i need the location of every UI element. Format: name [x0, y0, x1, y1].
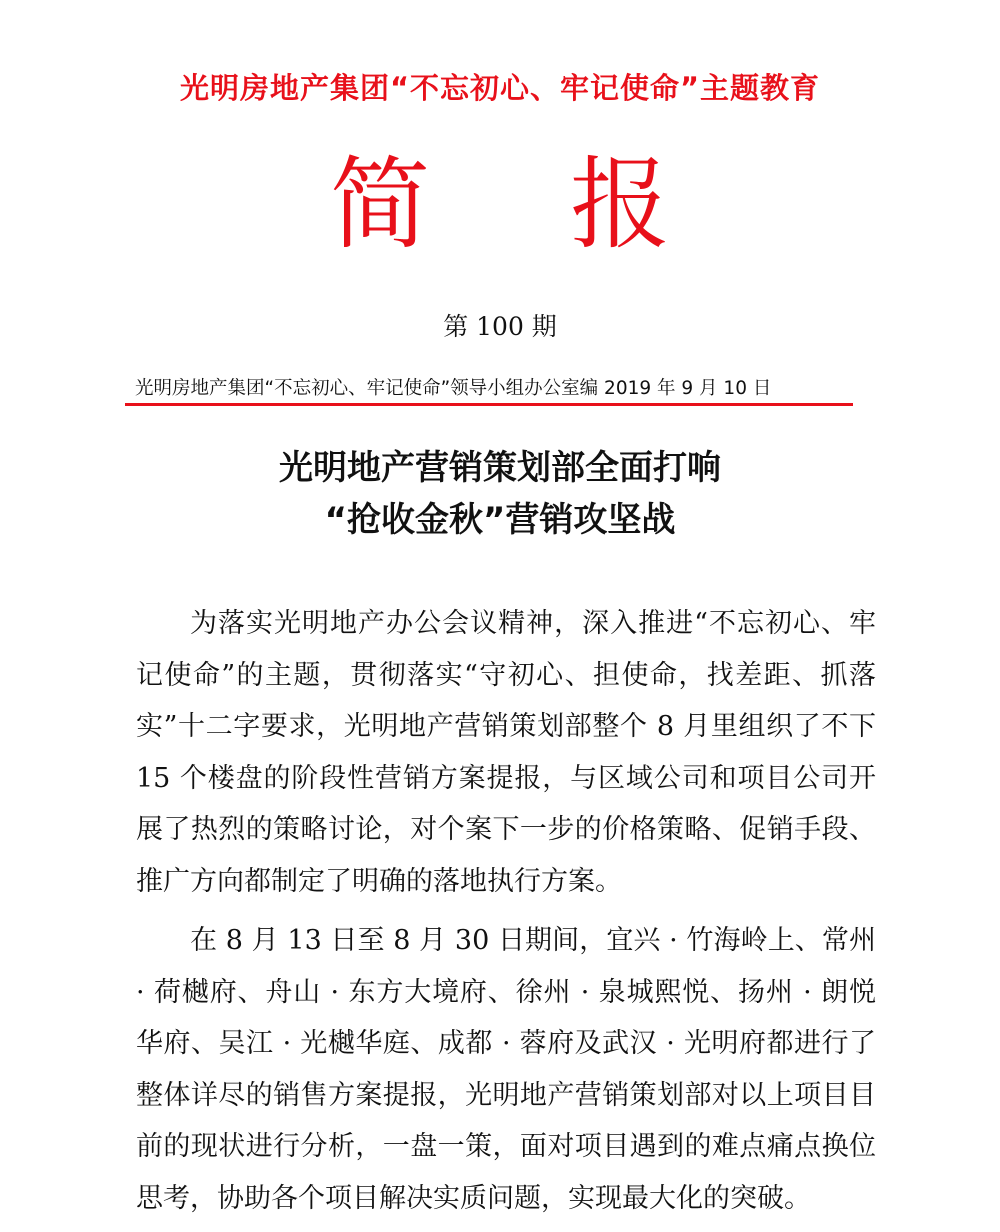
brief-title: 简报 [330, 146, 810, 263]
red-divider-rule [125, 403, 853, 406]
issue-number: 第 100 期 [443, 312, 557, 341]
body-paragraph-2: 在 8 月 13 日至 8 月 30 日期间，宜兴 · 竹海岭上、常州 · 荷樾府、舟山 · 东方大境府、徐州 · 泉城熙悦、扬州 · 朗悦华府、吴江 · 光樾华庭、成都 · 蓉府及武汉 · 光明府都进行了整体详尽的销售方案提报，光明地产营销策划部对以上项目目前的现状进行分析，一盘一策，面对项目遇到的难点痛点换位思考，协助各个项目解决实质问题，实现最大化的突破。 [136, 925, 876, 1214]
body-paragraph-1: 为落实光明地产办公会议精神，深入推进“不忘初心、牢记使命”的主题，贯彻落实“守初心、担使命，找差距、抓落实”十二字要求，光明地产营销策划部整个 8 月里组织了不下 15 个楼盘的阶段性营销方案提报，与区域公司和项目公司开展了热烈的策略讨论，对个案下一步的价格策略、促销手段、推广方向都制定了明确的落地执行方案。 [136, 608, 876, 897]
headline-line-2: “抢收金秋”营销攻坚战 [324, 500, 676, 540]
article-body [136, 598, 876, 1232]
editor-and-date-line: 光明房地产集团“不忘初心、牢记使命”领导小组办公室编 2019 年 9 月 10 日 [135, 378, 772, 399]
article-headline [0, 442, 1000, 546]
headline-line-1: 光明地产营销策划部全面打响 [279, 448, 721, 488]
organization-heading: 光明房地产集团“不忘初心、牢记使命”主题教育 [179, 71, 821, 105]
